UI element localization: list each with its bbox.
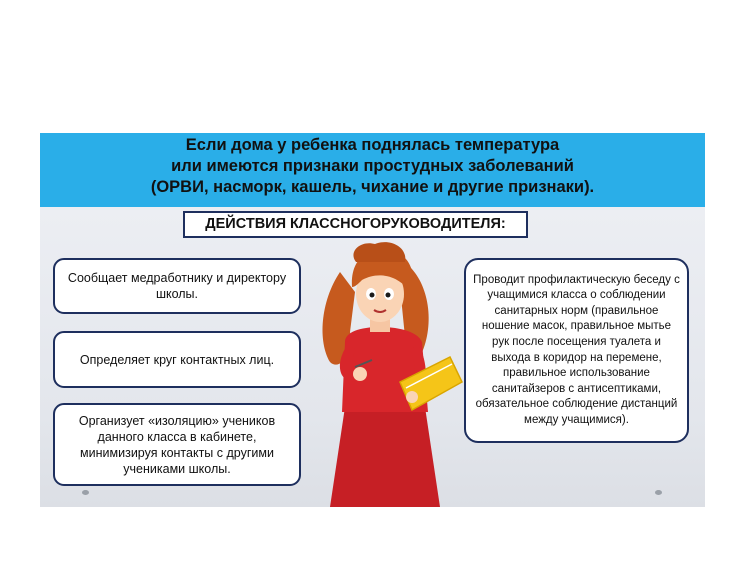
actions-heading: ДЕЙСТВИЯ КЛАССНОГОРУКОВОДИТЕЛЯ:	[183, 211, 528, 238]
card-notify-medic	[53, 258, 301, 314]
card-prevention-talk	[464, 258, 689, 443]
nav-dot-left	[82, 490, 89, 495]
card-contacts-text: Определяет круг контактных лиц.	[79, 352, 275, 367]
card-contacts	[53, 331, 301, 388]
card-isolation	[53, 403, 301, 486]
card-isolation-text: Организует «изоляцию» учеников данного класса в кабинете, минимизируя контакты с другими учениками школы.	[78, 413, 276, 476]
nav-dot-right	[655, 490, 662, 495]
banner-line-1: Если дома у ребенка поднялась температура	[185, 136, 560, 154]
skirt	[330, 407, 440, 507]
banner-title	[40, 135, 705, 198]
banner-line-3: (ОРВИ, насморк, кашель, чихание и другие признаки).	[150, 178, 595, 196]
banner-line-2: или имеются признаки простудных заболеваний	[171, 157, 574, 175]
card-notify-medic-text: Сообщает медработнику и директору школы.	[67, 271, 287, 301]
card-prevention-talk-text: Проводит профилактическую беседу с учащимися класса о соблюдении санитарных норм (правильное ношение масок, правильное мытье рук после посещения туалета и выхода в коридор на перемене, правильное использование санитайзеров с антисептиками, обязательное соблюдение дистанций между учащимися).	[473, 273, 680, 426]
teacher-illustration	[300, 232, 470, 507]
